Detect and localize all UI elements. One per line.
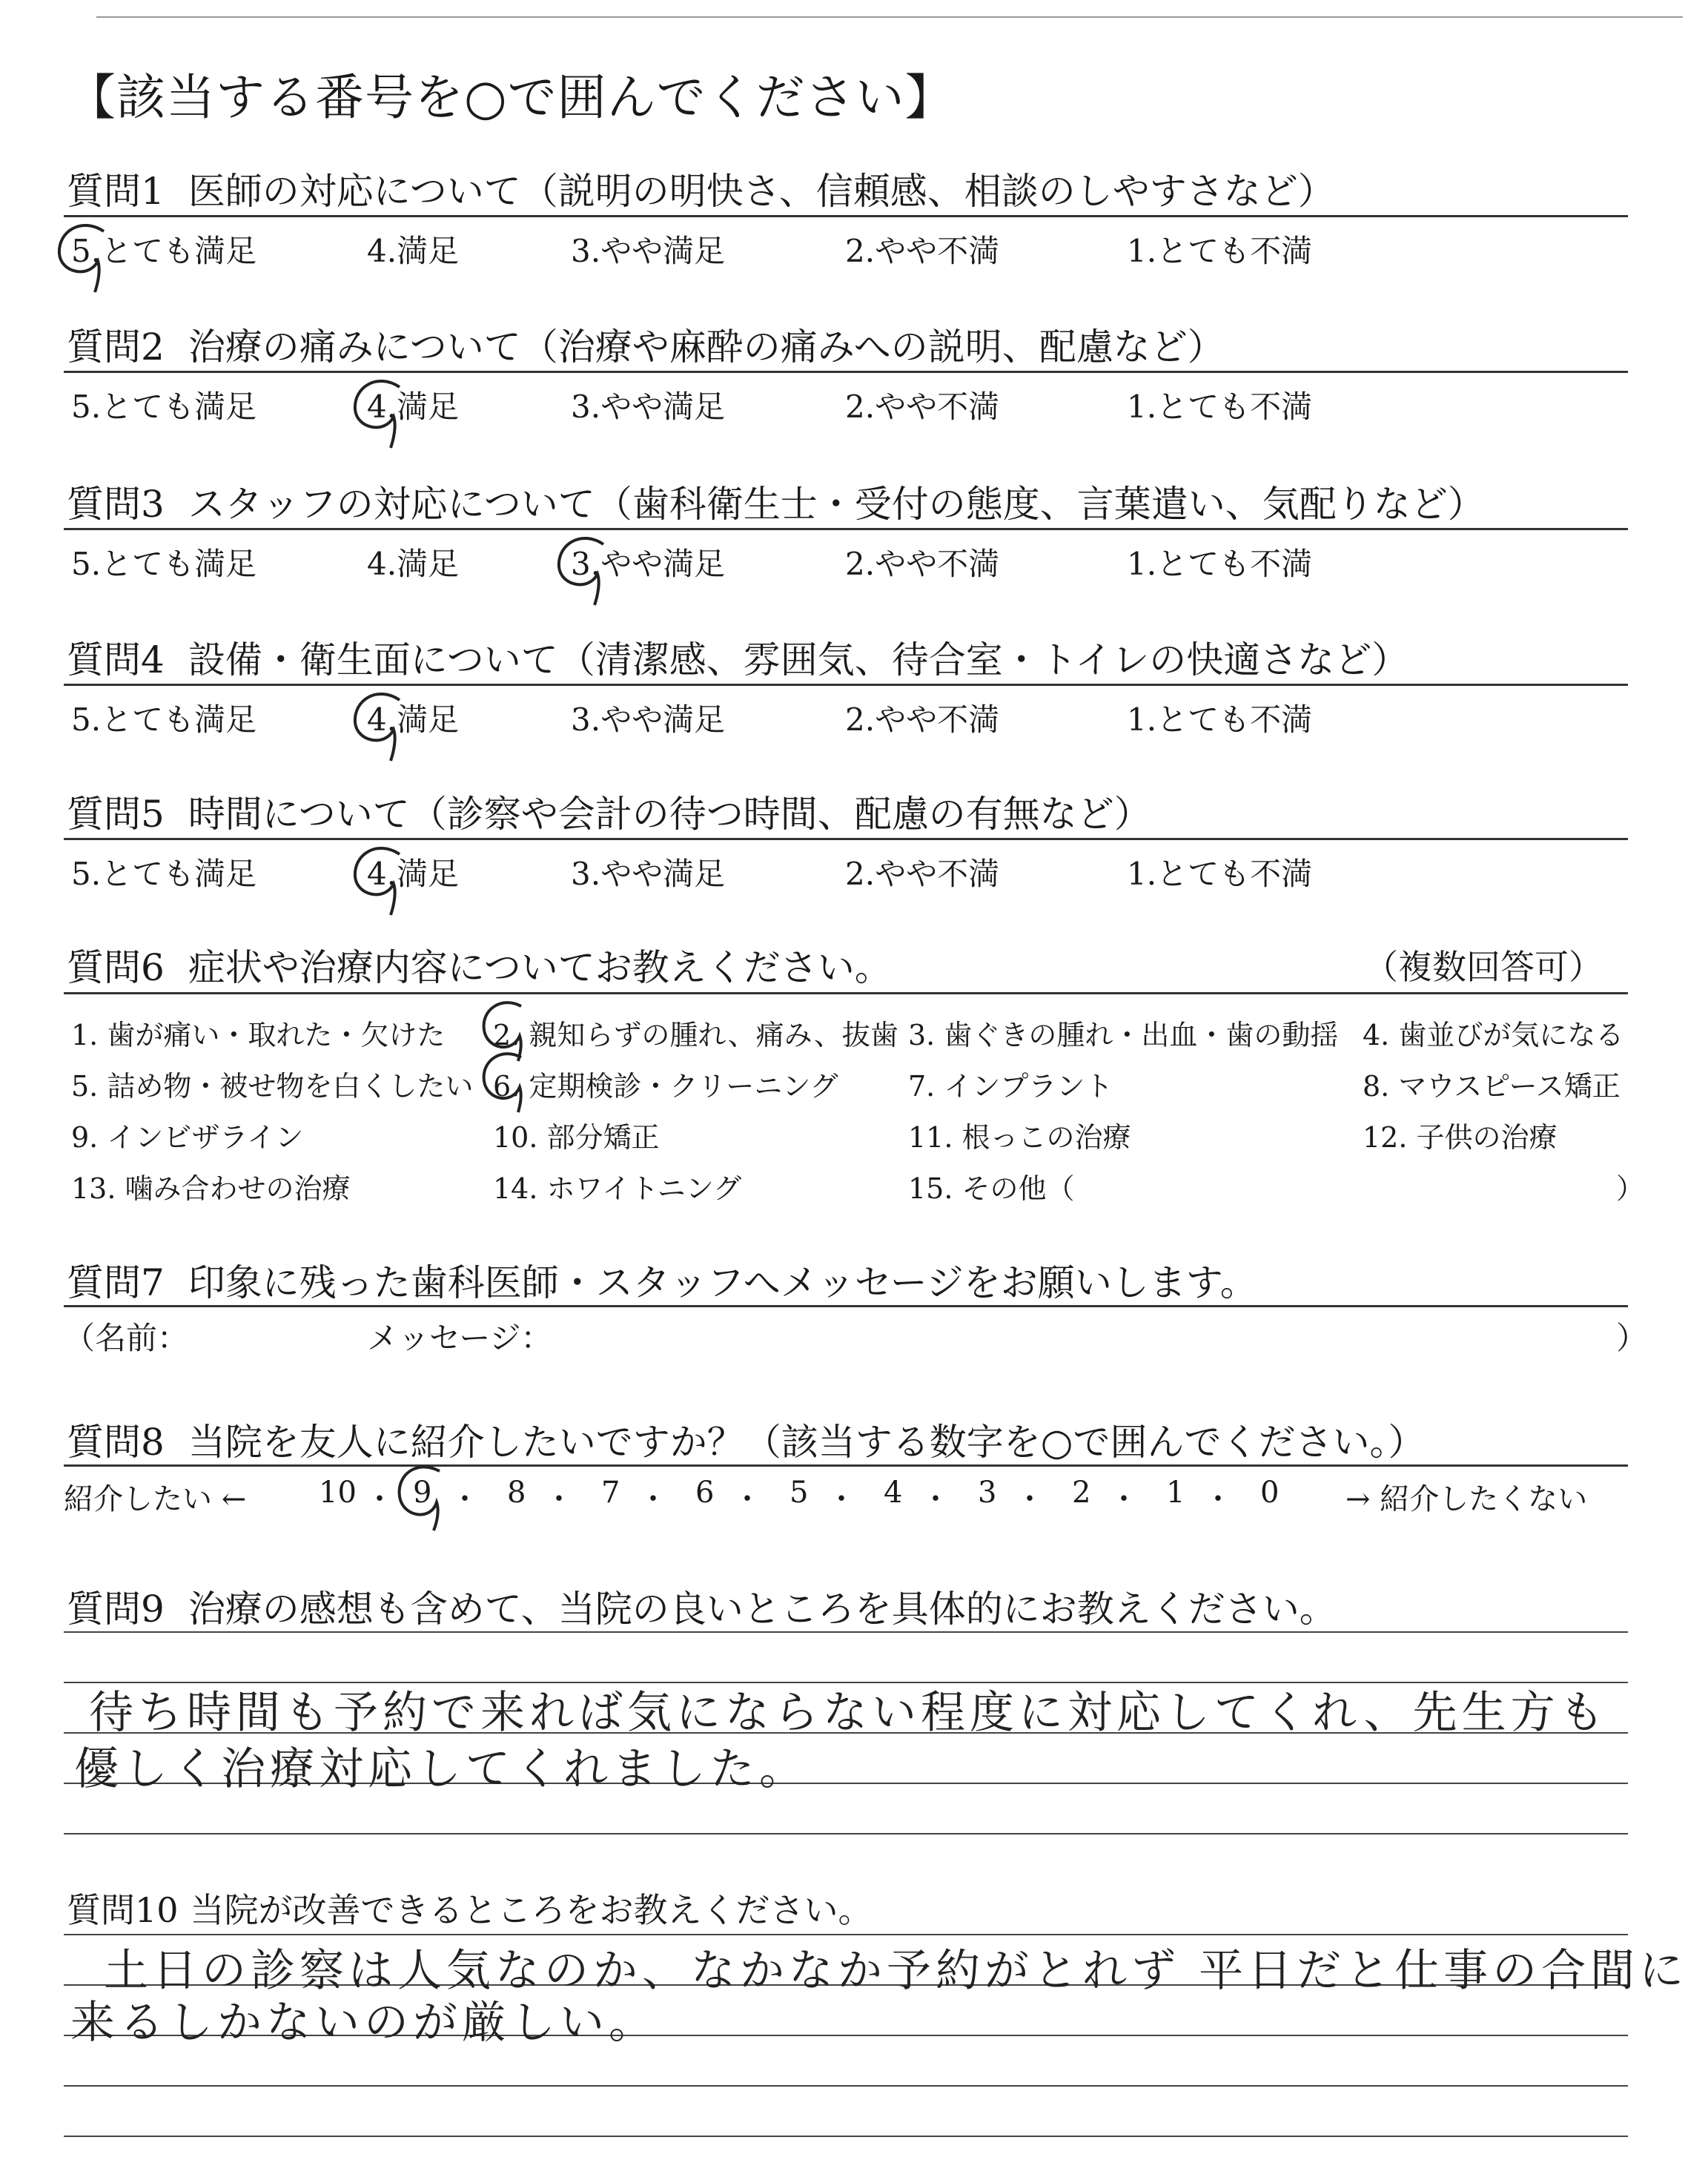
q6-item-5[interactable]: 5. 詰め物・被せ物を白くしたい bbox=[71, 1070, 474, 1103]
q1-selection-circle bbox=[52, 215, 119, 297]
hand-drawn-circle-stroke bbox=[355, 694, 400, 761]
q10-line-5 bbox=[64, 2136, 1628, 2137]
hand-drawn-circle-stroke bbox=[355, 381, 400, 448]
q4-rule bbox=[64, 684, 1628, 686]
q6-multi-note: （複数回答可） bbox=[1364, 947, 1603, 987]
q8-rule bbox=[64, 1464, 1628, 1467]
q9-title bbox=[67, 1579, 1337, 1633]
q8-scale-separator: ・ bbox=[827, 1482, 856, 1516]
hand-drawn-circle-stroke bbox=[559, 538, 603, 605]
scan-edge-line bbox=[96, 16, 1683, 18]
q3-rule bbox=[64, 528, 1628, 530]
q8-scale-separator: ・ bbox=[1015, 1482, 1045, 1516]
q8-scale-8[interactable]: 8 bbox=[507, 1476, 526, 1510]
q6-item-14[interactable]: 14. ホワイトニング bbox=[493, 1172, 742, 1205]
q2-option-3[interactable]: 3.やや満足 bbox=[571, 389, 726, 425]
q8-scale-separator: ・ bbox=[732, 1482, 762, 1516]
q8-scale-3[interactable]: 3 bbox=[978, 1476, 997, 1510]
q1-option-5[interactable]: 5.とても満足 bbox=[71, 233, 257, 269]
hand-drawn-circle-stroke bbox=[400, 1467, 440, 1530]
q6-item-3[interactable]: 3. 歯ぐきの腫れ・出血・歯の動揺 bbox=[908, 1019, 1339, 1051]
q5-title bbox=[67, 785, 1151, 838]
q8-scale-separator: ・ bbox=[638, 1482, 668, 1516]
q8-scale-2[interactable]: 2 bbox=[1072, 1476, 1091, 1510]
q9-text: 治療の感想も含めて、当院の良いところを具体的にお教えください。 bbox=[188, 1588, 1337, 1631]
q6-item-7[interactable]: 7. インプラント bbox=[908, 1070, 1113, 1103]
q8-scale-7[interactable]: 7 bbox=[601, 1476, 620, 1510]
q5-selection-circle bbox=[348, 838, 414, 919]
q1-option-1[interactable]: 1.とても不満 bbox=[1127, 233, 1313, 269]
q1-title bbox=[67, 162, 1335, 215]
q5-option-2[interactable]: 2.やや不満 bbox=[845, 856, 1000, 892]
q8-scale-0[interactable]: 0 bbox=[1260, 1476, 1280, 1510]
q5-rule bbox=[64, 838, 1628, 840]
q8-scale-separator: ・ bbox=[921, 1482, 950, 1516]
q2-text: 治療の痛みについて（治療や麻酔の痛みへの説明、配慮など） bbox=[188, 326, 1225, 369]
q5-option-3[interactable]: 3.やや満足 bbox=[571, 856, 726, 892]
q2-option-2[interactable]: 2.やや不満 bbox=[845, 389, 1000, 425]
q4-selection-circle bbox=[348, 684, 414, 765]
q9-line-1 bbox=[64, 1631, 1628, 1633]
q3-selection-circle bbox=[552, 528, 618, 610]
q3-option-2[interactable]: 2.やや不満 bbox=[845, 546, 1000, 582]
q1-option-4[interactable]: 4.満足 bbox=[367, 233, 460, 269]
q8-title bbox=[67, 1413, 1425, 1466]
q8-scale-separator: ・ bbox=[544, 1482, 574, 1516]
q6-rule bbox=[64, 992, 1628, 994]
q6-close-paren: ） bbox=[1616, 1172, 1645, 1205]
q10-number: 質問10 bbox=[67, 1890, 179, 1930]
q5-option-4[interactable]: 4.満足 bbox=[367, 856, 460, 892]
q8-scale-5[interactable]: 5 bbox=[790, 1476, 809, 1510]
q8-selection-circle bbox=[391, 1459, 457, 1533]
q2-rule bbox=[64, 371, 1628, 373]
q8-scale-separator: ・ bbox=[365, 1482, 394, 1516]
q8-number: 質問8 bbox=[67, 1421, 165, 1464]
q6-text: 症状や治療内容についてお教えください。 bbox=[188, 946, 892, 989]
q3-option-3[interactable]: 3.やや満足 bbox=[571, 546, 726, 582]
q3-text: スタッフの対応について（歯科衛生士・受付の態度、言葉遣い、気配りなど） bbox=[188, 483, 1485, 526]
q3-option-4[interactable]: 4.満足 bbox=[367, 546, 460, 582]
q7-number: 質問7 bbox=[67, 1261, 165, 1304]
q8-right-label: → 紹介したくない bbox=[1345, 1482, 1588, 1516]
q1-rule bbox=[64, 215, 1628, 217]
q6-item-12[interactable]: 12. 子供の治療 bbox=[1363, 1121, 1558, 1154]
q2-option-5[interactable]: 5.とても満足 bbox=[71, 389, 257, 425]
q6-item-6[interactable]: 6. 定期検診・クリーニング bbox=[493, 1070, 838, 1103]
q8-scale-separator: ・ bbox=[1109, 1482, 1139, 1516]
q4-option-5[interactable]: 5.とても満足 bbox=[71, 701, 257, 738]
q5-number: 質問5 bbox=[67, 793, 165, 836]
q6-item-10[interactable]: 10. 部分矯正 bbox=[493, 1121, 660, 1154]
q6-item-8[interactable]: 8. マウスピース矯正 bbox=[1363, 1070, 1621, 1103]
q9-answer-line-1: 待ち時間も予約で来れば気にならない程度に対応してくれ、先生方も bbox=[89, 1687, 1609, 1739]
q5-text: 時間について（診察や会計の待つ時間、配慮の有無など） bbox=[188, 793, 1151, 836]
q3-number: 質問3 bbox=[67, 483, 165, 526]
q6-item-4[interactable]: 4. 歯並びが気になる bbox=[1363, 1019, 1624, 1051]
q8-scale-6[interactable]: 6 bbox=[695, 1476, 715, 1510]
q7-message-label: メッセージ： bbox=[367, 1320, 552, 1356]
hand-drawn-circle-stroke bbox=[484, 1054, 521, 1112]
q9-answer-line-2: 優しく治療対応してくれました。 bbox=[74, 1743, 808, 1795]
q10-answer-line-1: 土日の診察は人気なのか、なかなか予約がとれず 平日だと仕事の合間に bbox=[104, 1945, 1689, 1997]
q7-name-label: （名前： bbox=[64, 1320, 189, 1356]
survey-header: 【該当する番号を○で囲んでください】 bbox=[67, 69, 955, 126]
q7-rule bbox=[64, 1305, 1628, 1307]
q6-item-1[interactable]: 1. 歯が痛い・取れた・欠けた bbox=[71, 1019, 446, 1051]
q6-item-9[interactable]: 9. インビザライン bbox=[71, 1121, 304, 1154]
q1-text: 医師の対応について（説明の明快さ、信頼感、相談のしやすさなど） bbox=[188, 170, 1335, 213]
q4-title bbox=[67, 630, 1409, 684]
q8-scale-10[interactable]: 10 bbox=[319, 1476, 357, 1510]
q2-title bbox=[67, 317, 1225, 371]
q8-left-label: 紹介したい ← bbox=[64, 1482, 247, 1516]
q8-scale-9[interactable]: 9 bbox=[413, 1476, 432, 1510]
q1-number: 質問1 bbox=[67, 170, 165, 213]
q8-scale-1[interactable]: 1 bbox=[1166, 1476, 1185, 1510]
q4-option-1[interactable]: 1.とても不満 bbox=[1127, 701, 1313, 738]
hand-drawn-circle-stroke bbox=[355, 848, 400, 915]
q4-option-2[interactable]: 2.やや不満 bbox=[845, 701, 1000, 738]
q4-number: 質問4 bbox=[67, 638, 165, 681]
q4-option-3[interactable]: 3.やや満足 bbox=[571, 701, 726, 738]
q3-title bbox=[67, 475, 1485, 528]
q10-line-4 bbox=[64, 2085, 1628, 2087]
q8-text: 当院を友人に紹介したいですか？（該当する数字を○で囲んでください。） bbox=[188, 1421, 1426, 1464]
q7-title bbox=[67, 1253, 1257, 1307]
q3-option-5[interactable]: 5.とても満足 bbox=[71, 546, 257, 582]
q10-answer-line-2: 来るしかないのが厳しい。 bbox=[70, 1997, 658, 2049]
q1-option-3[interactable]: 3.やや満足 bbox=[571, 233, 726, 269]
q5-option-5[interactable]: 5.とても満足 bbox=[71, 856, 257, 892]
hand-drawn-circle-stroke bbox=[59, 225, 104, 292]
q1-option-2[interactable]: 2.やや不満 bbox=[845, 233, 1000, 269]
q4-option-4[interactable]: 4.満足 bbox=[367, 701, 460, 738]
q6-selection-circle-6 bbox=[477, 1047, 536, 1114]
q10-title bbox=[67, 1883, 873, 1932]
q4-text: 設備・衛生面について（清潔感、雰囲気、待合室・トイレの快適さなど） bbox=[188, 638, 1409, 681]
q9-line-5 bbox=[64, 1833, 1628, 1834]
q6-item-2[interactable]: 2. 親知らずの腫れ、痛み、抜歯 bbox=[493, 1019, 898, 1051]
q10-text: 当院が改善できるところをお教えください。 bbox=[190, 1890, 873, 1930]
q2-option-4[interactable]: 4.満足 bbox=[367, 389, 460, 425]
q6-item-15[interactable]: 15. その他（ bbox=[908, 1172, 1075, 1205]
q6-item-11[interactable]: 11. 根っこの治療 bbox=[908, 1121, 1131, 1154]
q2-option-1[interactable]: 1.とても不満 bbox=[1127, 389, 1313, 425]
q2-number: 質問2 bbox=[67, 326, 165, 369]
q8-scale-4[interactable]: 4 bbox=[884, 1476, 903, 1510]
q2-selection-circle bbox=[348, 371, 414, 452]
q8-scale-separator: ・ bbox=[1203, 1482, 1233, 1516]
q5-option-1[interactable]: 1.とても不満 bbox=[1127, 856, 1313, 892]
q6-number: 質問6 bbox=[67, 946, 165, 989]
q7-text: 印象に残った歯科医師・スタッフへメッセージをお願いします。 bbox=[188, 1261, 1257, 1304]
q9-number: 質問9 bbox=[67, 1588, 165, 1631]
q7-close-paren: ） bbox=[1616, 1320, 1648, 1356]
q3-option-1[interactable]: 1.とても不満 bbox=[1127, 546, 1313, 582]
q6-item-13[interactable]: 13. 噛み合わせの治療 bbox=[71, 1172, 351, 1205]
q6-title bbox=[67, 938, 892, 991]
q8-scale-separator: ・ bbox=[450, 1482, 480, 1516]
